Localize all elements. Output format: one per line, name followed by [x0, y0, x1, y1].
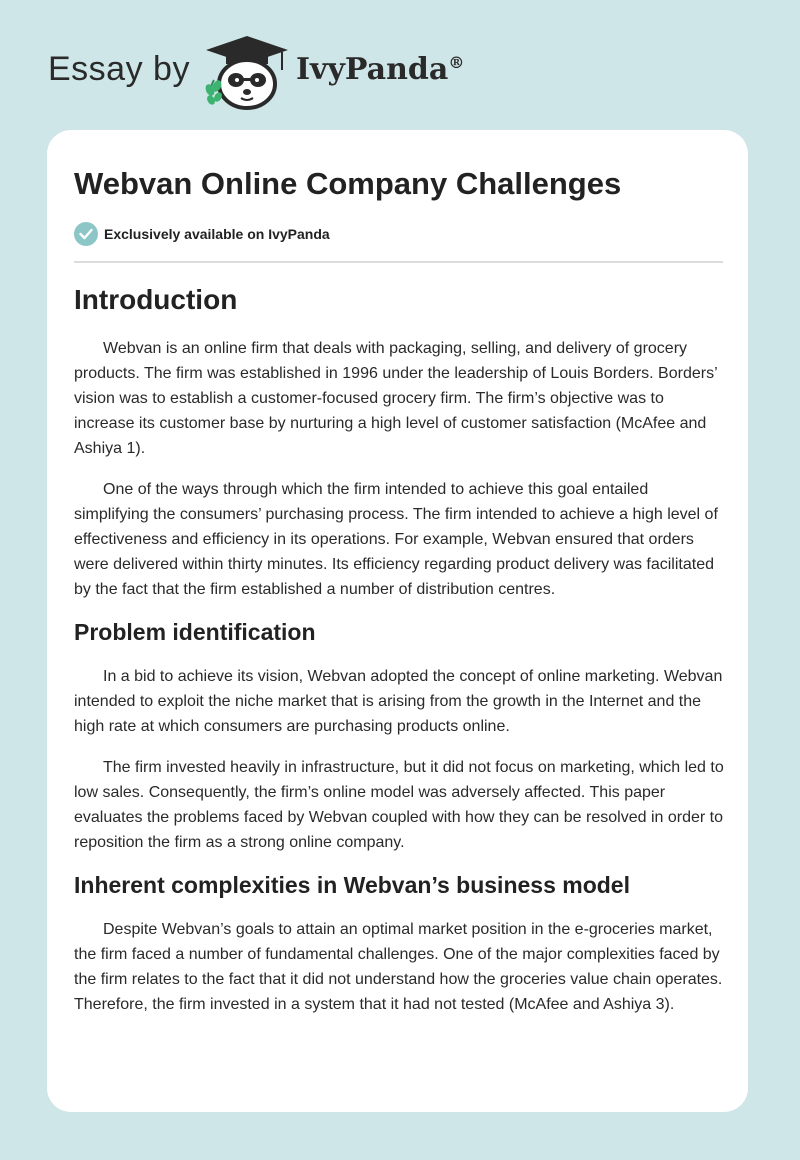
- paragraph: The firm invested heavily in infrastructure, but it did not focus on marketing, which led to low sales. Consequently, the firm’s online model was adversely affected. This paper evaluates the problems faced by Webvan coupled with how they can be resolved in order to reposition the firm as a strong online company.: [74, 759, 724, 851]
- exclusive-badge: [74, 222, 330, 246]
- section-heading-inherent-complexities: Inherent complexities in Webvan’s business model: [74, 872, 630, 898]
- section-heading-introduction: Introduction: [74, 284, 238, 315]
- paragraph: One of the ways through which the firm intended to achieve this goal entailed simplifying the consumers’ purchasing process. The firm intended to achieve a high level of effectiveness and efficiency in its operations. For example, Webvan ensured that orders were delivered within thirty minutes. Its efficiency regarding product delivery was facilitated by the fact that the firm established a number of distribution centres.: [74, 481, 718, 598]
- site-header: [48, 30, 468, 110]
- page-title: Webvan Online Company Challenges: [74, 166, 622, 201]
- registered-mark: ®: [448, 53, 465, 72]
- essay-body: [74, 283, 724, 1033]
- paragraph: Despite Webvan’s goals to attain an optimal market position in the e-groceries market, the firm faced a number of fundamental challenges. One of the major complexities faced by the firm relates to the fact that it did not understand how the groceries value chain operates. Therefore, the firm invested in a system that it had not tested (McAfee and Ashiya 3).: [74, 921, 723, 1013]
- exclusive-badge-label: Exclusively available on IvyPanda: [104, 226, 330, 242]
- paragraph: Webvan is an online firm that deals with packaging, selling, and delivery of grocery products. The firm was established in 1996 under the leadership of Louis Borders. Borders’ vision was to establish a customer-focused grocery firm. The firm’s objective was to increase its customer base by nurturing a high level of customer satisfaction (McAfee and Ashiya 1).: [74, 340, 718, 457]
- title-divider: [74, 261, 723, 263]
- section-heading-problem-identification: Problem identification: [74, 619, 316, 645]
- brand-name[interactable]: [296, 52, 464, 87]
- paragraph: In a bid to achieve its vision, Webvan adopted the concept of online marketing. Webvan intended to exploit the niche market that is arising from the growth in the Internet and the high rate at which consumers are purchasing products online.: [74, 668, 723, 735]
- checkmark-icon: [74, 222, 98, 246]
- brand-name-text: IvyPanda: [296, 52, 449, 87]
- essay-card: [47, 130, 748, 1112]
- brand-prefix: Essay by: [48, 50, 190, 88]
- panda-logo-icon[interactable]: [202, 34, 292, 110]
